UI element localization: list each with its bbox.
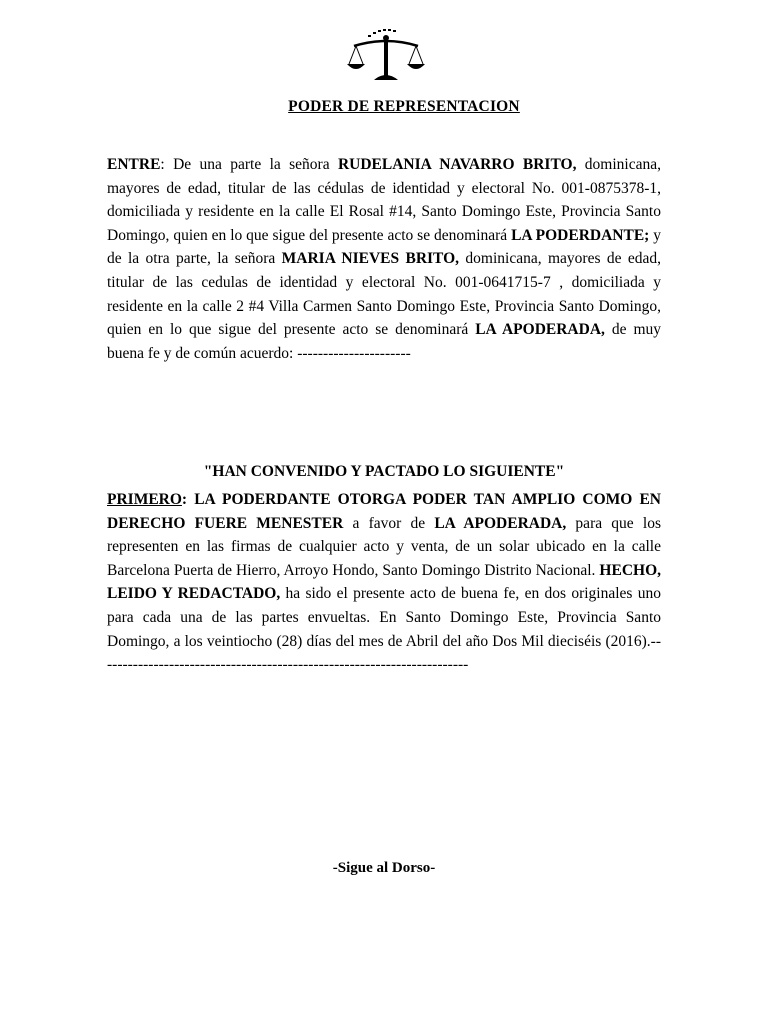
party1-name: RUDELANIA NAVARRO BRITO, [337, 156, 577, 173]
scales-of-justice-icon [344, 24, 428, 84]
intro-paragraph [107, 153, 661, 365]
intro-text-4: dominicana, mayores de edad, titular de las cedulas de identidad y electoral No. 001-0641715-7 , domiciliada y residente en la calle 2 #4 Villa Carmen Santo Domingo Este, Provincia Santo Domingo, quien en lo que sigue del presente acto se denominará [107, 250, 661, 339]
first-clause-bold-3: HECHO, LEIDO Y REDACTADO, [107, 561, 661, 603]
party2-role: LA APODERADA, [475, 321, 605, 339]
intro-text-2: dominicana, mayores de edad, titular de las cédulas de identidad y electoral No. 001-0875378-1, domiciliada y residente en la calle El Rosal #14, Santo Domingo Este, Provincia Santo Domingo, quien en lo que sigue del presente acto se denominará [107, 156, 661, 244]
first-clause-bold-2: LA APODERADA, [434, 514, 567, 532]
intro-text-3: y de la otra parte, la señora [107, 226, 661, 268]
intro-text-5: de muy buena fe y de común acuerdo: ---------------------- [107, 321, 661, 362]
intro-text-1: : De una parte la señora [160, 156, 338, 173]
agreement-heading: "HAN CONVENIDO Y PACTADO LO SIGUIENTE" [203, 463, 565, 480]
continued-overleaf-note: -Sigue al Dorso- [332, 860, 436, 876]
primero-label: PRIMERO [107, 491, 182, 508]
first-clause-text-1: a favor de [343, 514, 435, 532]
first-clause-text-3: ha sido el presente acto de buena fe, en dos originales uno para cada una de las partes envueltas. En Santo Domingo Este, Provincia Santo Domingo, a los veintiocho (28) días del mes de Abril del año Dos Mil dieciséis (2016).------------------------------------------------------------------------ [107, 585, 661, 674]
first-clause-text-2: para que los representen en las firmas de cualquier acto y venta, de un solar ubicado en la calle Barcelona Puerta de Hierro, Arroyo Hondo, Santo Domingo Distrito Nacional. [107, 514, 661, 579]
party2-name: MARIA NIEVES BRITO, [281, 250, 460, 268]
first-clause-paragraph [107, 488, 661, 677]
entre-label: ENTRE [107, 156, 161, 173]
party1-role: LA PODERDANTE; [511, 226, 650, 244]
first-clause-bold-1: : LA PODERDANTE OTORGA PODER TAN AMPLIO COMO EN DERECHO FUERE MENESTER [107, 491, 661, 532]
document-title: PODER DE REPRESENTACION [288, 98, 520, 115]
